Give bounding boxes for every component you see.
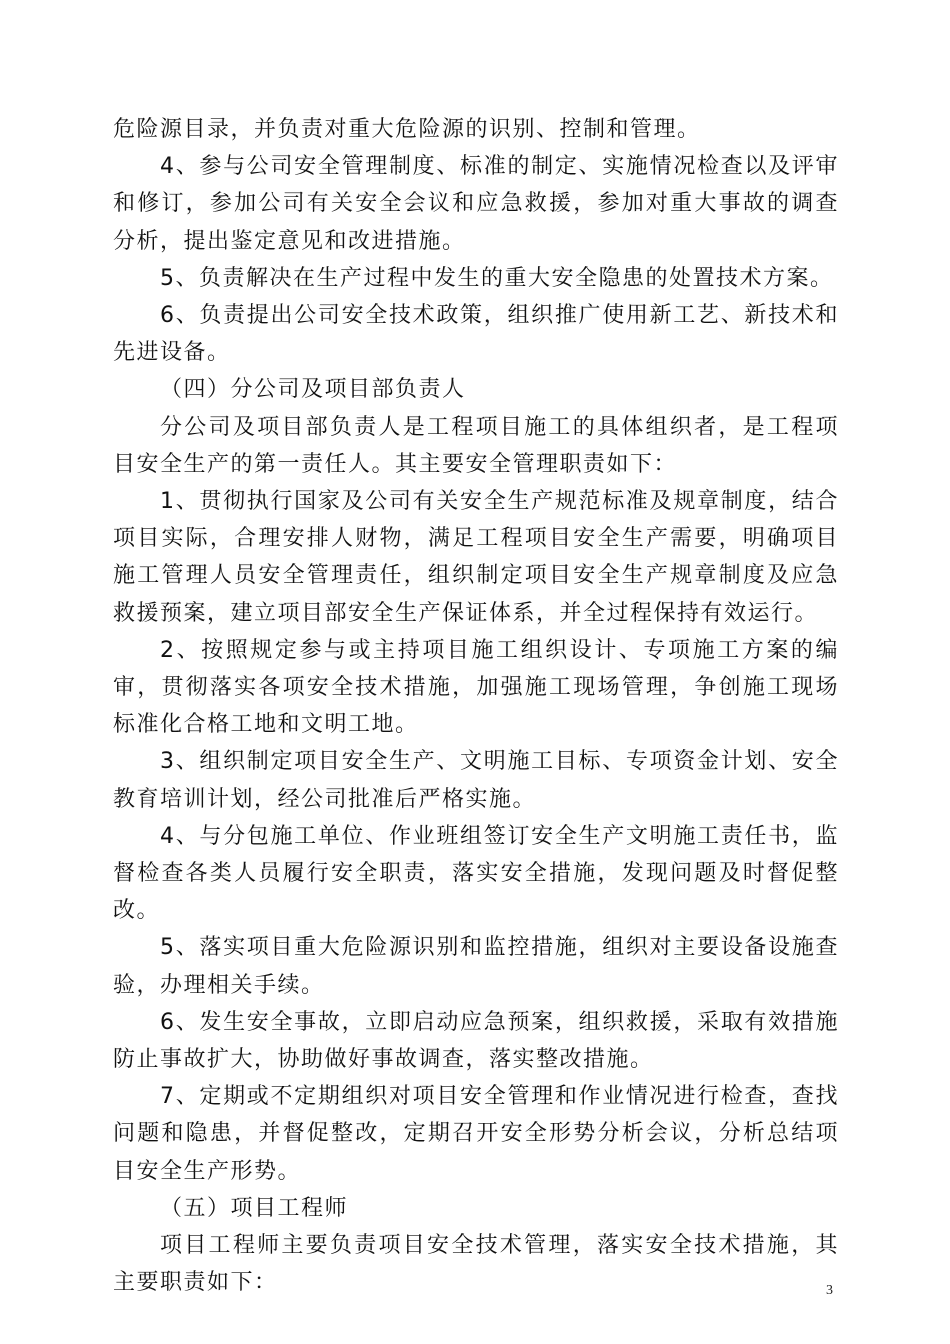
paragraph-item-4: 4、参与公司安全管理制度、标准的制定、实施情况检查以及评审和修订，参加公司有关安全会议和应急救援，参加对重大事故的调查分析，提出鉴定意见和改进措施。 — [113, 154, 839, 254]
duty-item-5: 5、落实项目重大危险源识别和监控措施，组织对主要设备设施查验，办理相关手续。 — [113, 935, 839, 998]
paragraph-item-5: 5、负责解决在生产过程中发生的重大安全隐患的处置技术方案。 — [160, 265, 834, 291]
section-heading-5: （五）项目工程师 — [160, 1195, 349, 1221]
duty-item-2: 2、按照规定参与或主持项目施工组织设计、专项施工方案的编审，贯彻落实各项安全技术措施，加强施工现场管理，争创施工现场标准化合格工地和文明工地。 — [113, 637, 839, 738]
duty-item-7: 7、定期或不定期组织对项目安全管理和作业情况进行检查，查找问题和隐患，并督促整改，定期召开安全形势分析会议，分析总结项目安全生产形势。 — [113, 1084, 839, 1184]
paragraph-continuation: 危险源目录，并负责对重大危险源的识别、控制和管理。 — [113, 117, 701, 142]
duty-item-6: 6、发生安全事故，立即启动应急预案，组织救援，采取有效措施防止事故扩大，协助做好事故调查，落实整改措施。 — [113, 1009, 839, 1073]
paragraph-item-6: 6、负责提出公司安全技术政策，组织推广使用新工艺、新技术和先进设备。 — [113, 303, 839, 366]
section-heading-4: （四）分公司及项目部负责人 — [160, 377, 466, 403]
section-intro-4: 分公司及项目部负责人是工程项目施工的具体组织者，是工程项目安全生产的第一责任人。其主要安全管理职责如下： — [113, 414, 839, 477]
document-body — [113, 111, 839, 1302]
page-number: 3 — [826, 1283, 833, 1298]
duty-item-4: 4、与分包施工单位、作业班组签订安全生产文明施工责任书，监督检查各类人员履行安全职责，落实安全措施，发现问题及时督促整改。 — [113, 823, 839, 924]
section-intro-5: 项目工程师主要负责项目安全技术管理，落实安全技术措施，其主要职责如下： — [113, 1233, 839, 1296]
duty-item-1: 1、贯彻执行国家及公司有关安全生产规范标准及规章制度，结合项目实际，合理安排人财物，满足工程项目安全生产需要，明确项目施工管理人员安全管理责任，组织制定项目安全生产规章制度及应急救援预案，建立项目部安全生产保证体系，并全过程保持有效运行。 — [113, 489, 839, 626]
duty-item-3: 3、组织制定项目安全生产、文明施工目标、专项资金计划、安全教育培训计划，经公司批准后严格实施。 — [113, 749, 839, 812]
